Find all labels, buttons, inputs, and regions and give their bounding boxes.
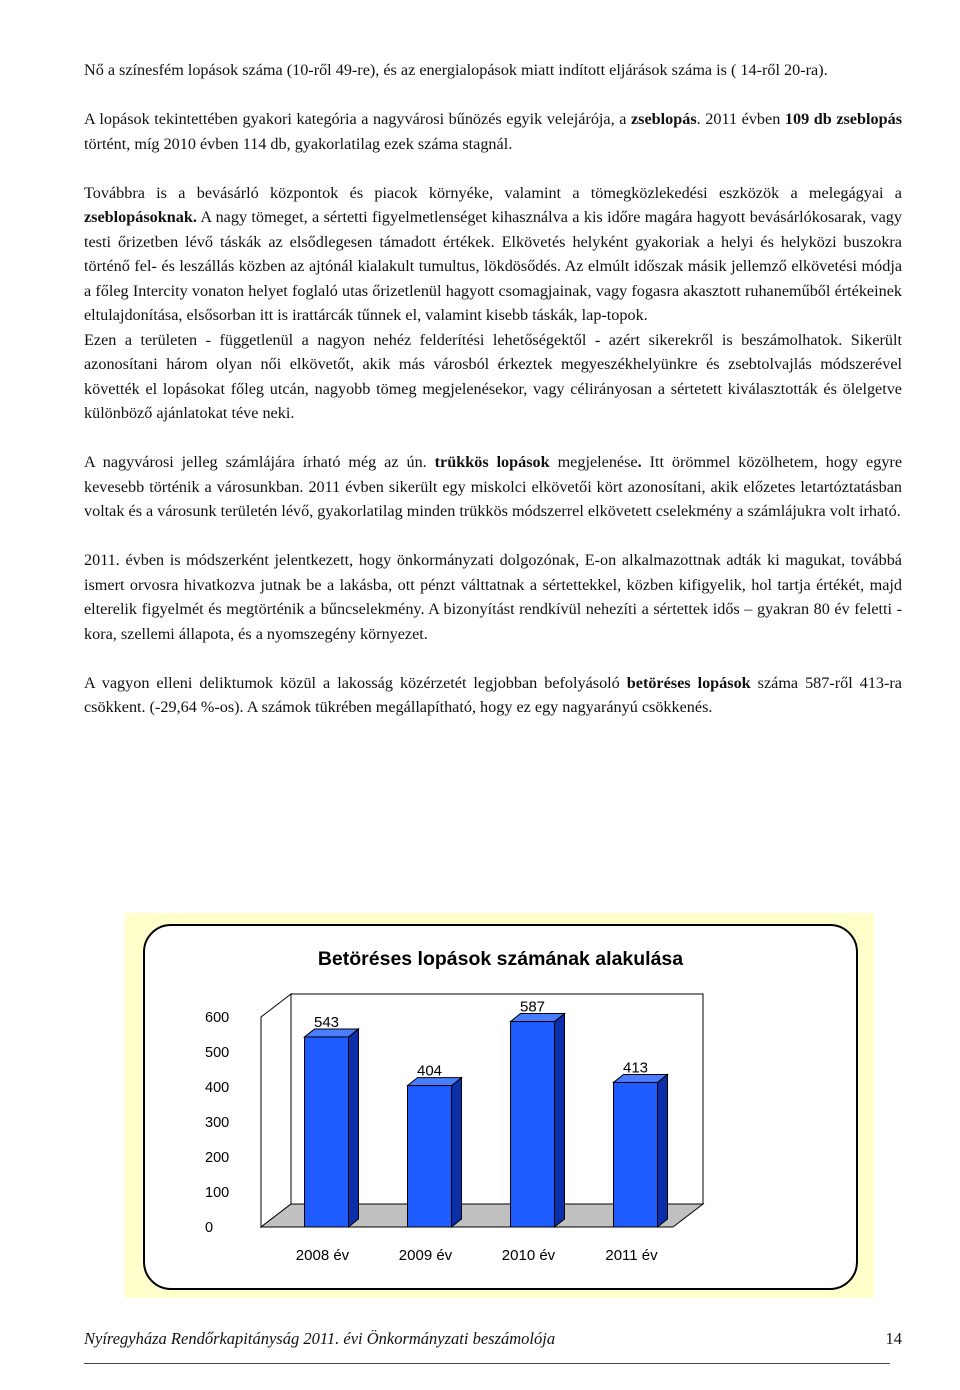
chart-side-wall bbox=[261, 994, 291, 1227]
bar-side-2 bbox=[452, 1078, 462, 1227]
bold-term: betöréses lopások bbox=[626, 673, 751, 692]
data-label: 413 bbox=[622, 1059, 649, 1077]
y-tick-label: 200 bbox=[205, 1150, 230, 1166]
chart-title: Betöréses lopások számának alakulása bbox=[317, 948, 684, 970]
chart-container bbox=[125, 913, 874, 1298]
data-label: 543 bbox=[313, 1013, 340, 1031]
bold-term: trükkös lopások bbox=[434, 453, 550, 471]
x-tick-label: 2010 év bbox=[501, 1247, 556, 1264]
text-span: A lopások tekintettében gyakori kategória a nagyvárosi bűnözés egyik velejárója, a bbox=[84, 110, 631, 128]
text-span: . 2011 évben bbox=[696, 110, 785, 128]
bar-3 bbox=[511, 1022, 555, 1227]
x-tick-label: 2011 év bbox=[605, 1247, 658, 1264]
text-span: száma 587-ről 413-ra csökkent. (-29,64 %-os). A számok tükrében megállapítható, hogy ez egy nagyarányú csökkenés. bbox=[84, 673, 902, 716]
document-body bbox=[84, 58, 902, 720]
bold-term: zseblopásoknak. bbox=[84, 208, 197, 226]
y-tick-label: 400 bbox=[205, 1080, 230, 1096]
footer-divider bbox=[84, 1363, 890, 1364]
bar-chart bbox=[145, 926, 856, 1288]
y-tick-label: 300 bbox=[205, 1115, 230, 1131]
y-tick-label: 100 bbox=[205, 1185, 230, 1201]
paragraph-successes: Ezen a területen - függetlenül a nagyon nehéz felderítési lehetőségektől - azért sikerekről is beszámolhatok. Sikerült azonosítani három olyan női elkövetőt, akik más városból érkeztek megyeszékhelyünkre és zsebtolvajlás módszerével követték el lopásokat főleg utcán, nagyobb tömeg megjelenésekor, vagy célirányosan a sértetett kiválasztották és ölelgetve különböző ajánlatokat téve neki. bbox=[84, 330, 902, 422]
bold-term: . bbox=[637, 453, 642, 471]
x-tick-label: 2009 év bbox=[398, 1247, 453, 1264]
footer-title: Nyíregyháza Rendőrkapitányság 2011. évi Önkormányzati beszámolója bbox=[84, 1329, 556, 1348]
bar-side-3 bbox=[555, 1014, 565, 1227]
text-span: megjelenése bbox=[549, 453, 638, 471]
page-footer bbox=[84, 1329, 902, 1349]
page-number: 14 bbox=[885, 1329, 902, 1348]
y-tick-label: 0 bbox=[205, 1220, 214, 1236]
data-label: 587 bbox=[519, 998, 546, 1016]
paragraph-pickpocketing bbox=[84, 107, 902, 156]
bar-side-4 bbox=[658, 1074, 668, 1227]
x-tick-label: 2008 év bbox=[295, 1247, 350, 1264]
bar-1 bbox=[305, 1037, 349, 1227]
y-tick-label: 500 bbox=[205, 1045, 230, 1061]
text-span: A nagy tömeget, a sértetti figyelmetlenséget kihasználva a kis időre magára hagyott bevásárlókosarak, vagy testi őrizetben lévő táskák az elsődlegesen támadott értékek. Elkövetés helyként gyakoriak a helyi és helyközi buszokra történő fel- és leszállás közben az ajtónál kialakult tumultus, lökdösődés. Az elmúlt időszak másik jellemző elkövetési módja a főleg Intercity vonaton helyet foglaló utas őrizetlenül hagyott csomagjainak, vagy fogasra akasztott ruhaneműből értékeinek eltulajdonítása, elsősorban itt is irattárcák tűnnek el, valamint kisebb táskák, lap-topok. bbox=[84, 208, 902, 324]
chart-frame bbox=[143, 924, 858, 1290]
bar-2 bbox=[408, 1086, 452, 1227]
bar-side-1 bbox=[349, 1029, 359, 1227]
text-span: Továbbra is a bevásárló központok és piacok környéke, valamint a tömegközlekedési eszközök a melegágyai a bbox=[84, 183, 902, 202]
y-tick-label: 600 bbox=[205, 1010, 230, 1026]
bar-4 bbox=[614, 1082, 658, 1227]
text-span: történt, míg 2010 évben 114 db, gyakorlatilag ezek száma stagnál. bbox=[84, 134, 513, 153]
paragraph-metal-theft: Nő a színesfém lopások száma (10-ről 49-re), és az energialopások miatt indított eljárások száma is ( 14-ről 20-ra). bbox=[84, 61, 828, 79]
paragraph-shopping-centers bbox=[84, 181, 902, 328]
paragraph-impersonation: 2011. évben is módszerként jelentkezett, hogy önkormányzati dolgozónak, E-on alkalmazottnak adták ki magukat, továbbá ismert orvosra hivatkozva jutnak be a lakásba, ott pénzt válttatnak a sértettekkel, közben kifigyelik, hol tartja értékét, majd elterelik figyelmét és megtörténik a bűncselekmény. A bizonyítást rendkívül nehezíti a sértettek idős – gyakran 80 év feletti - kora, szellemi állapota, és a nyomszegény környezet. bbox=[84, 551, 902, 643]
paragraph-trick-thefts bbox=[84, 450, 902, 524]
data-label: 404 bbox=[416, 1062, 443, 1080]
bold-term: zseblopás bbox=[631, 110, 697, 128]
bold-term: zseblopás bbox=[836, 110, 902, 128]
text-span: A nagyvárosi jelleg számlájára írható még az ún. bbox=[84, 453, 435, 471]
text-span: Itt örömmel közölhetem, hogy egyre kevesebb történik a városunkban. 2011 évben sikerült egy miskolci elkövetői kört azonosítani, akik előzetes letartóztatásban voltak és a városunk területén lévő, gyakorlatilag minden trükkös módszerrel elkövetett cselekmény a számlájukra volt irható. bbox=[84, 453, 903, 520]
bold-term: 109 db bbox=[784, 110, 832, 128]
text-span: A vagyon elleni deliktumok közül a lakosság közérzetét legjobban befolyásoló bbox=[84, 673, 627, 692]
paragraph-burglary bbox=[84, 671, 902, 720]
